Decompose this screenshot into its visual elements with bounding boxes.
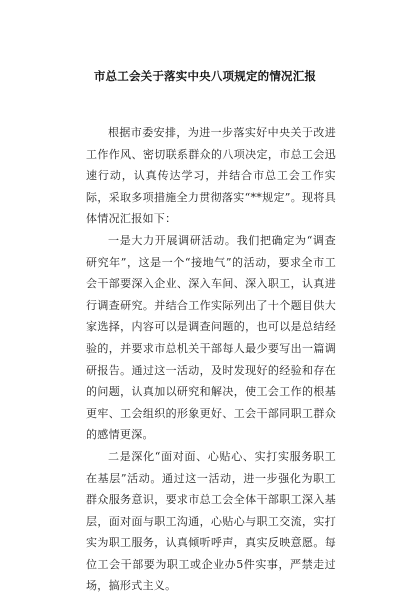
paragraph-research: 一是大力开展调研活动。我们把确定为“调查研究年”，这是一个“接地气”的活动，要求全市工会干部要深入企业、深入车间、深入职工，认真进行调查研究。并结合工作实际列出了十个题目供大家选择，内容可以是调查问题的，也可以是总结经验的，并要求市总机关干部每人最少要写出一篇调研报告。通过这一活动，及时发现好的经验和存在的问题，认真加以研究和解决，使工会工作的根基更牢、工会组织的形象更好、工会干部同职工群众的感情更深。 <box>86 233 336 442</box>
document-body <box>86 122 336 597</box>
paragraph-intro: 根据市委安排，为进一步落实好中央关于改进工作作风、密切联系群众的八项决定，市总工会迅速行动，认真传达学习，并结合市总工会工作实际，采取多项措施全力贯彻落实“**规定”。现将具体情况汇报如下： <box>86 126 336 226</box>
paragraph-service: 二是深化“面对面、心贴心、实打实服务职工在基层”活动。通过这一活动，进一步强化为职工群众服务意识，要求市总工会全体干部职工深入基层，面对面与职工沟通，心贴心与职工交流，实打实为职工服务，认真倾听呼声，真实反映意愿。每位工会干部要为职工或企业办5件实事，严禁走过场，搞形式主义。 <box>86 449 336 593</box>
document-title: 市总工会关于落实中央八项规定的情况汇报 <box>93 69 317 83</box>
